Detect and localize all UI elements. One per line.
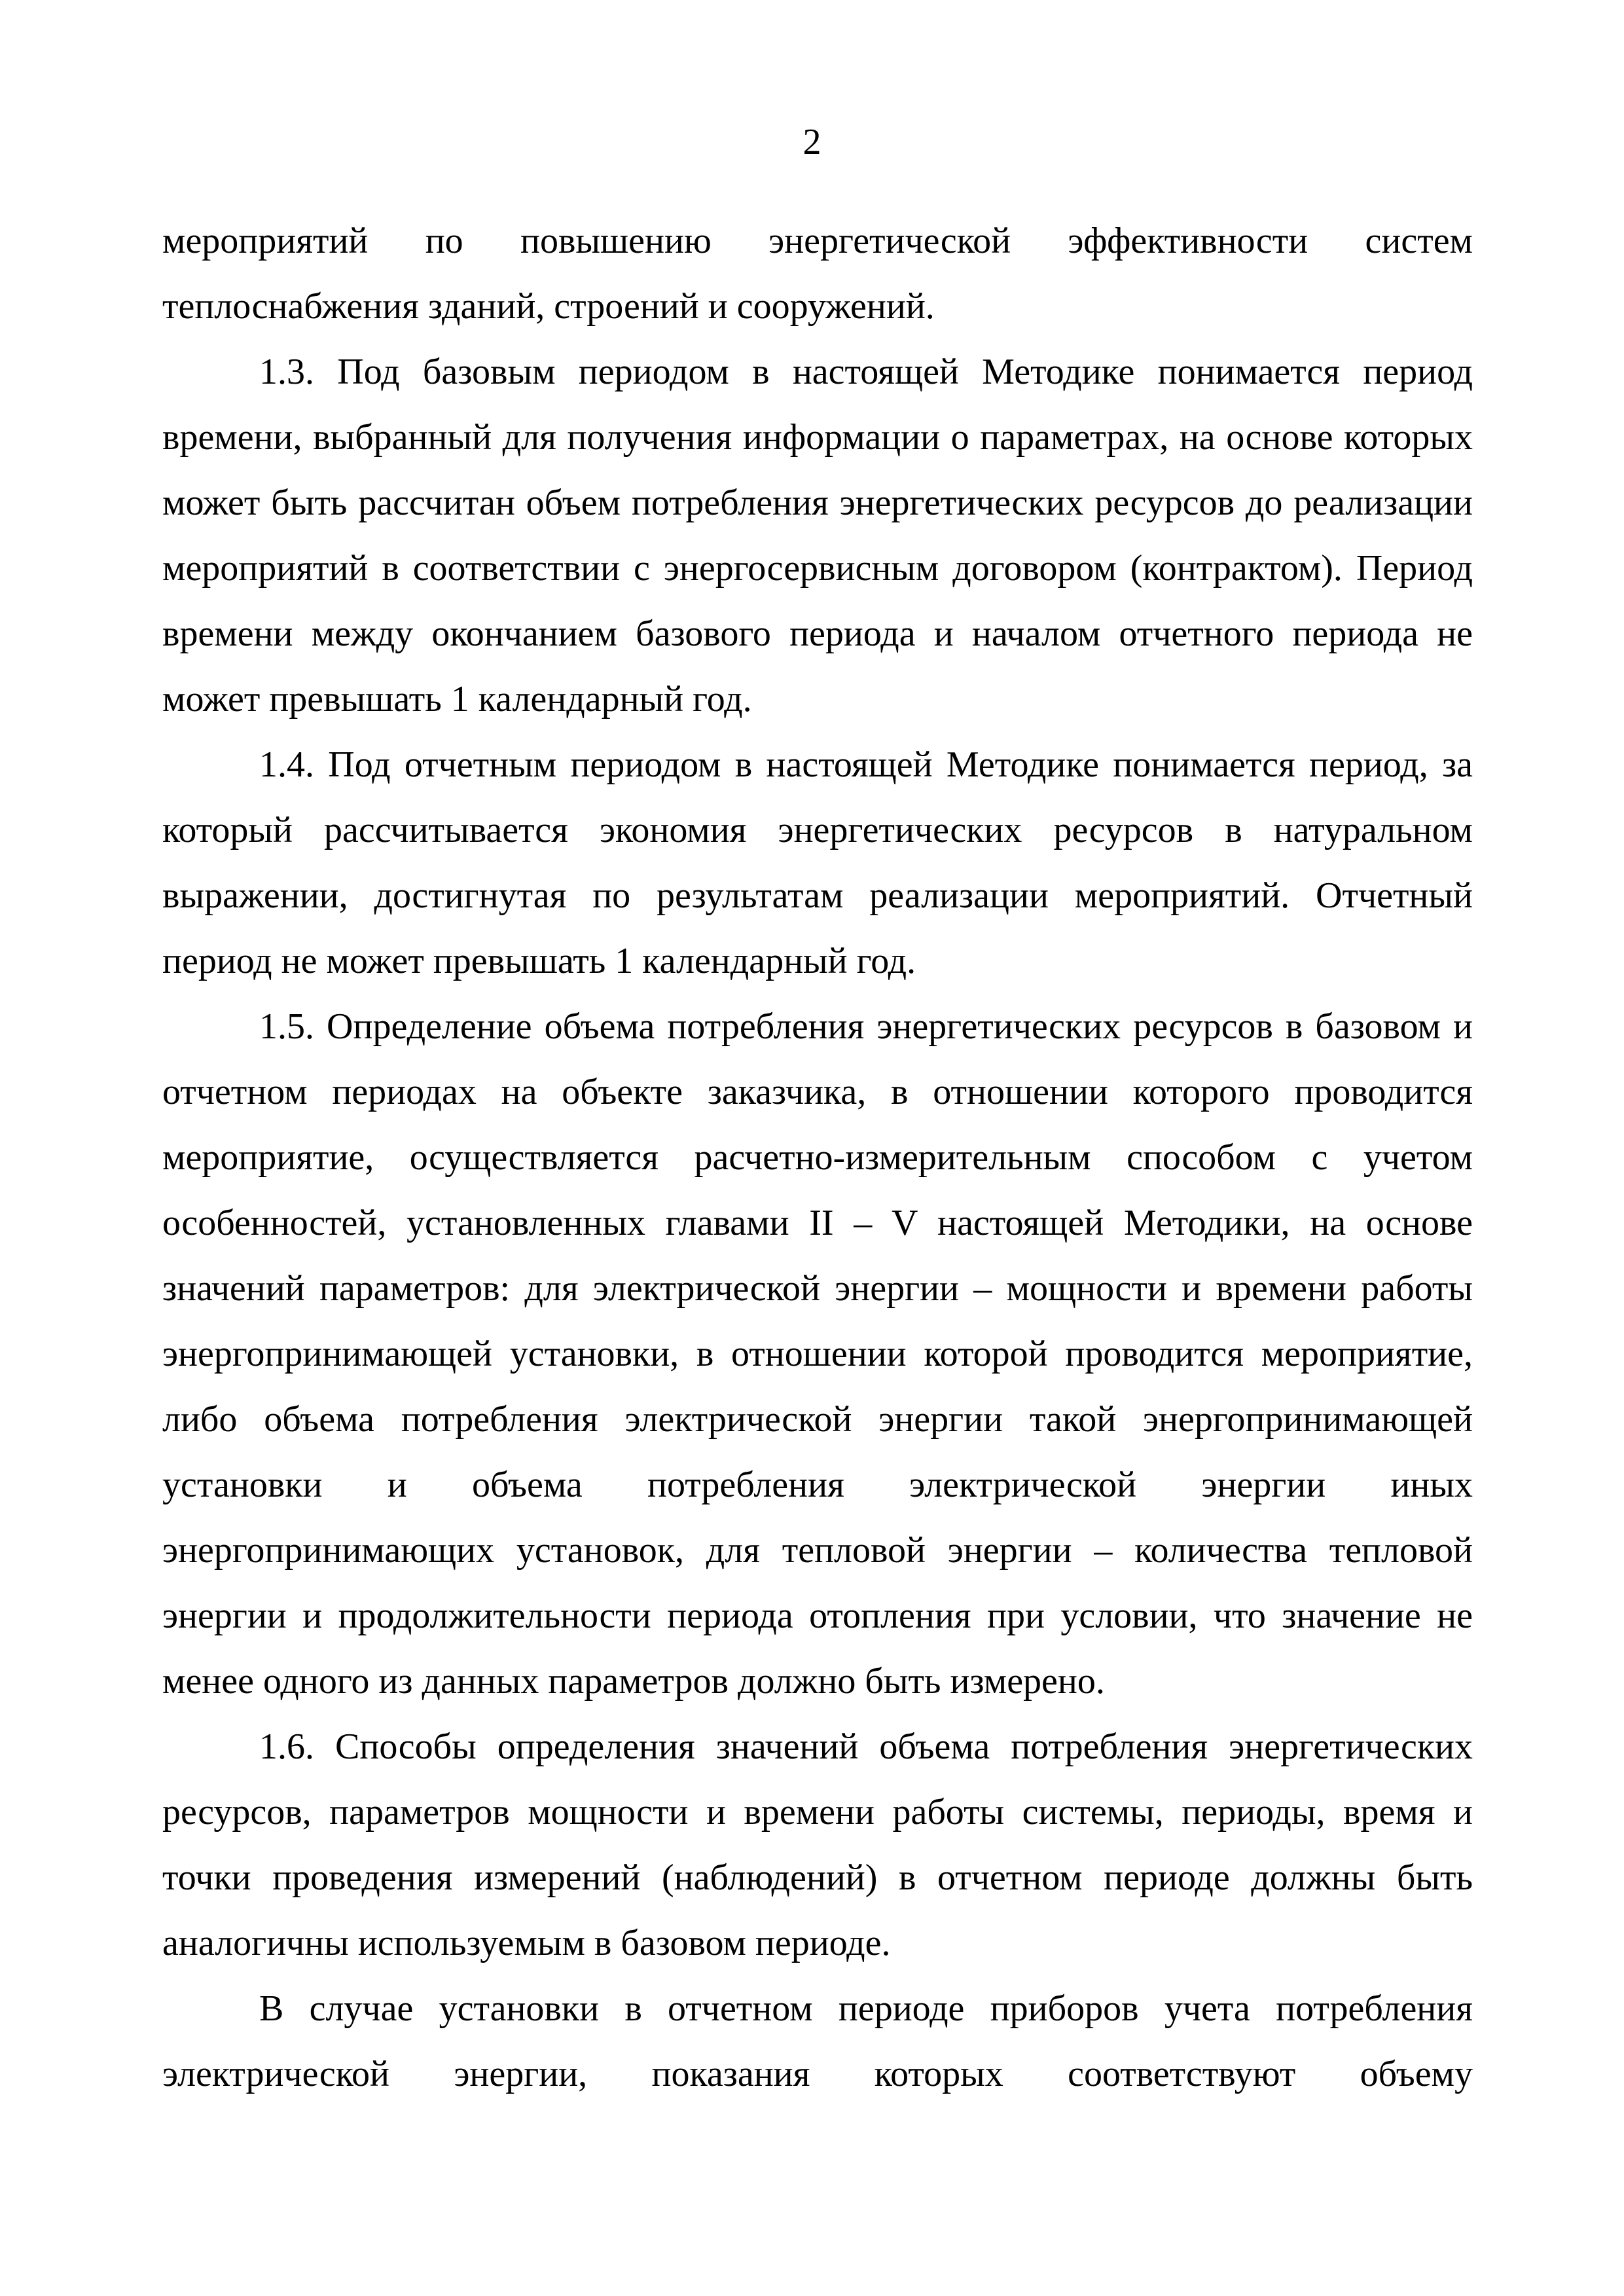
paragraph-1-4: 1.4. Под отчетным периодом в настоящей Методике понимается период, за который рассчитывается экономия энергетических ресурсов в натуральном выражении, достигнутая по результатам реализации мероприятий. Отчетный период не может превышать 1 календарный год. xyxy=(162,744,1473,981)
paragraph-meter-installation: В случае установки в отчетном периоде приборов учета потребления электрической энергии, показания которых соответствуют объему xyxy=(162,1988,1473,2094)
body-text xyxy=(162,208,1473,2107)
paragraph-1-6: 1.6. Способы определения значений объема потребления энергетических ресурсов, параметров мощности и времени работы системы, периоды, время и точки проведения измерений (наблюдений) в отчетном периоде должны быть аналогичны используемым в базовом периоде. xyxy=(162,1726,1473,1963)
paragraph-1-3: 1.3. Под базовым периодом в настоящей Методике понимается период времени, выбранный для получения информации о параметрах, на основе которых может быть рассчитан объем потребления энергетических ресурсов до реализации мероприятий в соответствии с энергосервисным договором (контрактом). Период времени между окончанием базового периода и началом отчетного периода не может превышать 1 календарный год. xyxy=(162,352,1473,720)
paragraph-1-5: 1.5. Определение объема потребления энергетических ресурсов в базовом и отчетном периодах на объекте заказчика, в отношении которого проводится мероприятие, осуществляется расчетно-измерительным способом с учетом особенностей, установленных главами II – V настоящей Методики, на основе значений параметров: для электрической энергии – мощности и времени работы энергопринимающей установки, в отношении которой проводится мероприятие, либо объема потребления электрической энергии такой энергопринимающей установки и объема потребления электрической энергии иных энергопринимающих установок, для тепловой энергии – количества тепловой энергии и продолжительности периода отопления при условии, что значение не менее одного из данных параметров должно быть измерено. xyxy=(162,1006,1473,1702)
paragraph-continuation: мероприятий по повышению энергетической эффективности систем теплоснабжения зданий, строений и сооружений. xyxy=(162,221,1473,327)
page-number: 2 xyxy=(803,122,821,162)
